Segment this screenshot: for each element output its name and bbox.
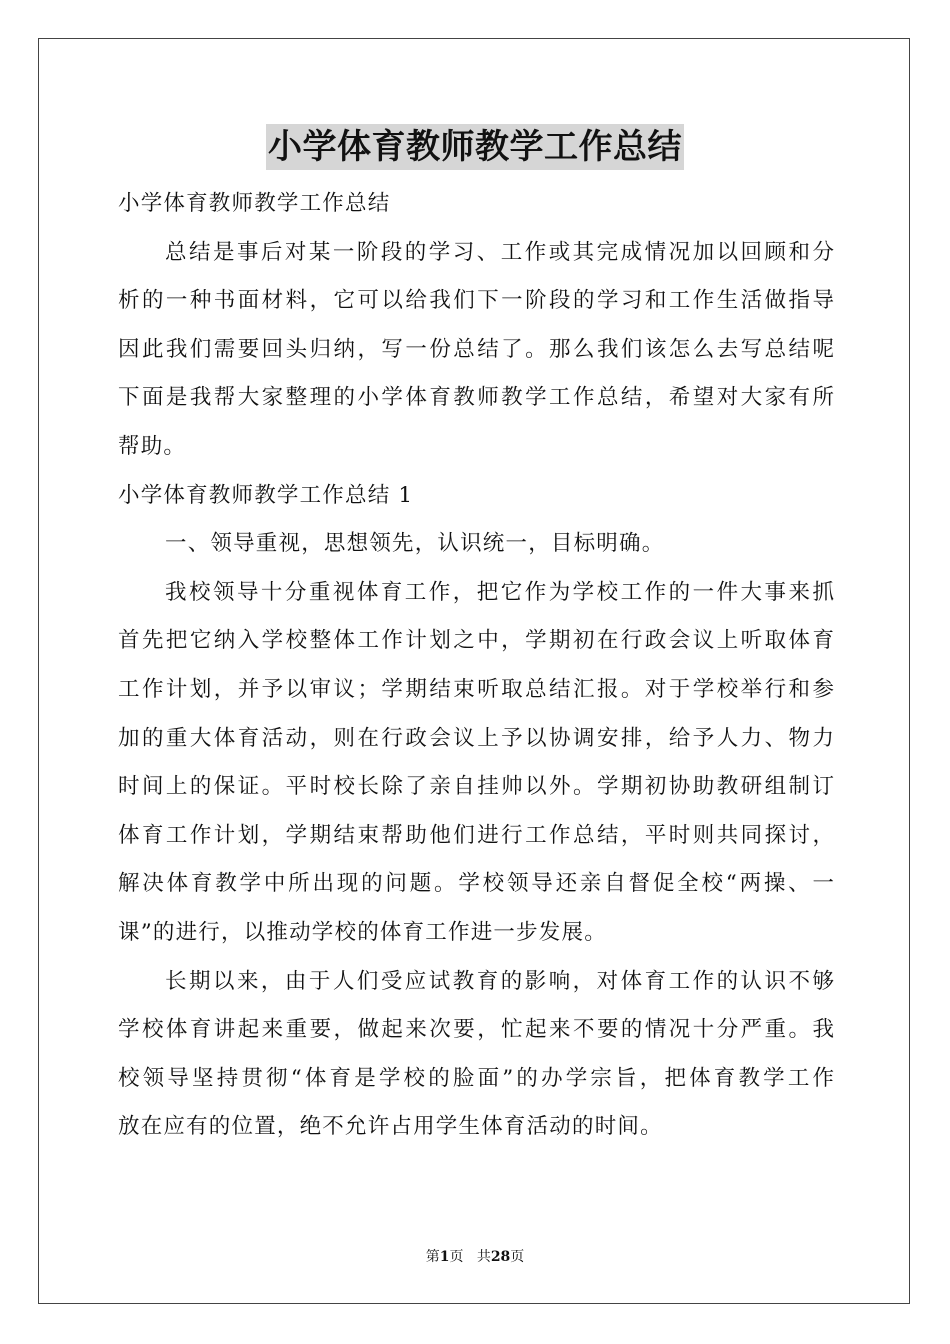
text-line: 长期以来，由于人们受应试教育的影响，对体育工作的认识不够 (165, 968, 834, 994)
title-block (0, 124, 950, 170)
footer-total-unit: 页 (510, 1249, 525, 1265)
text-line: 课”的进行，以推动学校的体育工作进一步发展。 (118, 919, 607, 945)
document-body (118, 180, 834, 1152)
text-line: 我校领导十分重视体育工作，把它作为学校工作的一件大事来抓 (165, 579, 834, 605)
text-line: 因此我们需要回头归纳，写一份总结了。那么我们该怎么去写总结呢 (118, 336, 834, 362)
text-line: 加的重大体育活动，则在行政会议上予以协调安排，给予人力、物力 (118, 725, 834, 751)
footer-total-pages: 28 (490, 1249, 511, 1265)
text-line: 一、领导重视，思想领先，认识统一，目标明确。 (165, 531, 665, 557)
footer-page-number: 1 (439, 1249, 450, 1265)
text-line: 解决体育教学中所出现的问题。学校领导还亲自督促全校“两操、一 (118, 871, 834, 897)
footer-total-prefix: 共 (476, 1249, 491, 1265)
text-line: 小学体育教师教学工作总结 (118, 191, 391, 216)
footer-prefix: 第 (425, 1249, 440, 1265)
text-line: 下面是我帮大家整理的小学体育教师教学工作总结，希望对大家有所 (118, 385, 834, 411)
text-line: 放在应有的位置，绝不允许占用学生体育活动的时间。 (118, 1114, 663, 1140)
text-line: 小学体育教师教学工作总结 1 (118, 482, 414, 508)
text-line: 体育工作计划，学期结束帮助他们进行工作总结，平时则共同探讨， (118, 822, 834, 848)
document-title: 小学体育教师教学工作总结 (266, 124, 684, 170)
text-line: 学校体育讲起来重要，做起来次要，忙起来不要的情况十分严重。我 (118, 1017, 834, 1043)
text-line: 工作计划，并予以审议；学期结束听取总结汇报。对于学校举行和参 (118, 676, 834, 702)
page-footer (0, 1247, 950, 1267)
text-line: 首先把它纳入学校整体工作计划之中，学期初在行政会议上听取体育 (118, 628, 834, 654)
text-line: 帮助。 (118, 433, 187, 459)
text-line: 析的一种书面材料，它可以给我们下一阶段的学习和工作生活做指导 (118, 288, 834, 314)
text-line: 时间上的保证。平时校长除了亲自挂帅以外。学期初协助教研组制订 (118, 774, 834, 800)
text-line: 校领导坚持贯彻“体育是学校的脸面”的办学宗旨，把体育教学工作 (118, 1065, 834, 1091)
text-line: 总结是事后对某一阶段的学习、工作或其完成情况加以回顾和分 (165, 239, 834, 265)
footer-page-unit: 页 (449, 1249, 464, 1265)
